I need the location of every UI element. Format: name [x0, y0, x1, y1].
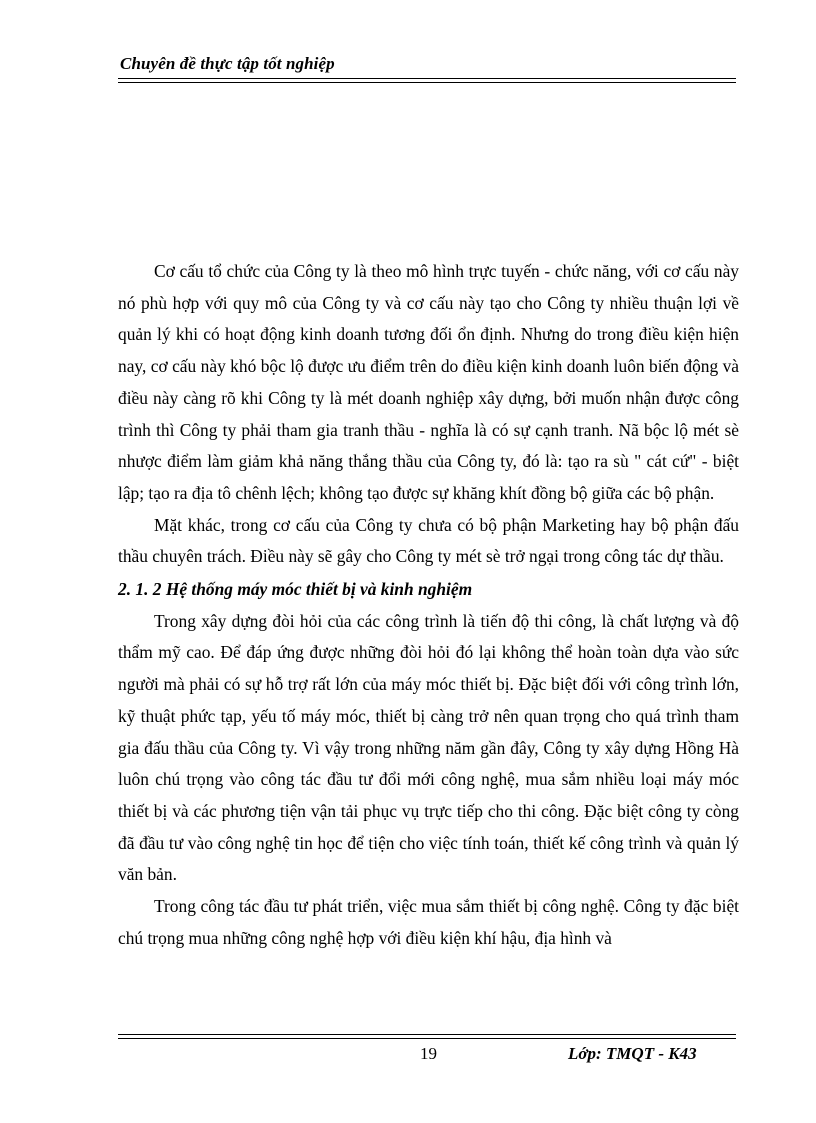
class-label: Lớp: TMQT - K43 — [568, 1044, 697, 1063]
footer-rule-top — [118, 1034, 736, 1035]
document-body — [118, 256, 739, 954]
header-rule-top — [118, 78, 736, 79]
header-rule-bottom — [118, 82, 736, 83]
paragraph-org-structure: Cơ cấu tổ chức của Công ty là theo mô hình trực tuyến - chức năng, với cơ cấu này nó phù hợp với quy mô của Công ty và cơ cấu này tạo cho Công ty nhiều thuận lợi về quản lý khi có hoạt động kinh doanh tương đối ổn định. Nhưng do trong điều kiện hiện nay, cơ cấu này khó bộc lộ được ưu điểm trên do điều kiện kinh doanh luôn biến động và điều này càng rõ khi Công ty là mét doanh nghiệp xây dựng, bởi muốn nhận được công trình thì Công ty phải tham gia tranh thầu - nghĩa là có sự cạnh tranh. Nã bộc lộ mét sè nhược điểm làm giảm khả năng thắng thầu của Công ty, đó là: tạo ra sù " cát cứ" - biệt lập; tạo ra địa tô chênh lệch; không tạo được sự khăng khít đồng bộ giữa các bộ phận. — [118, 261, 739, 503]
page-number: 19 — [420, 1044, 437, 1063]
paragraph-equipment: Trong xây dựng đòi hỏi của các công trình là tiến độ thi công, là chất lượng và độ thẩm mỹ cao. Để đáp ứng được những đòi hỏi đó lại không thể hoàn toàn dựa vào sức người mà phải có sự hỗ trợ rất lớn của máy móc thiết bị. Đặc biệt đối với công trình lớn, kỹ thuật phức tạp, yếu tố máy móc, thiết bị càng trở nên quan trọng cho quá trình tham gia đấu thầu của Công ty. Vì vậy trong những năm gần đây, Công ty xây dựng Hồng Hà luôn chú trọng vào công tác đầu tư đổi mới công nghệ, mua sắm nhiều loại máy móc thiết bị và các phương tiện vận tải phục vụ trực tiếp cho thi công. Đặc biệt công ty còng đã đầu tư vào công nghệ tin học để tiện cho việc tính toán, thiết kế công trình và quản lý văn bản. — [118, 610, 739, 885]
section-heading: 2. 1. 2 Hệ thống máy móc thiết bị và kinh nghiệm — [118, 579, 473, 600]
header-title: Chuyên đề thực tập tốt nghiệp — [120, 54, 335, 73]
footer-rule-bottom — [118, 1038, 736, 1039]
paragraph-investment: Trong công tác đầu tư phát triển, việc mua sắm thiết bị công nghệ. Công ty đặc biệt chú trọng mua những công nghệ hợp với điều kiện khí hậu, địa hình và — [118, 896, 739, 948]
paragraph-marketing: Mặt khác, trong cơ cấu của Công ty chưa có bộ phận Marketing hay bộ phận đấu thầu chuyên trách. Điều này sẽ gây cho Công ty mét sè trở ngại trong công tác dự thầu. — [118, 514, 739, 567]
